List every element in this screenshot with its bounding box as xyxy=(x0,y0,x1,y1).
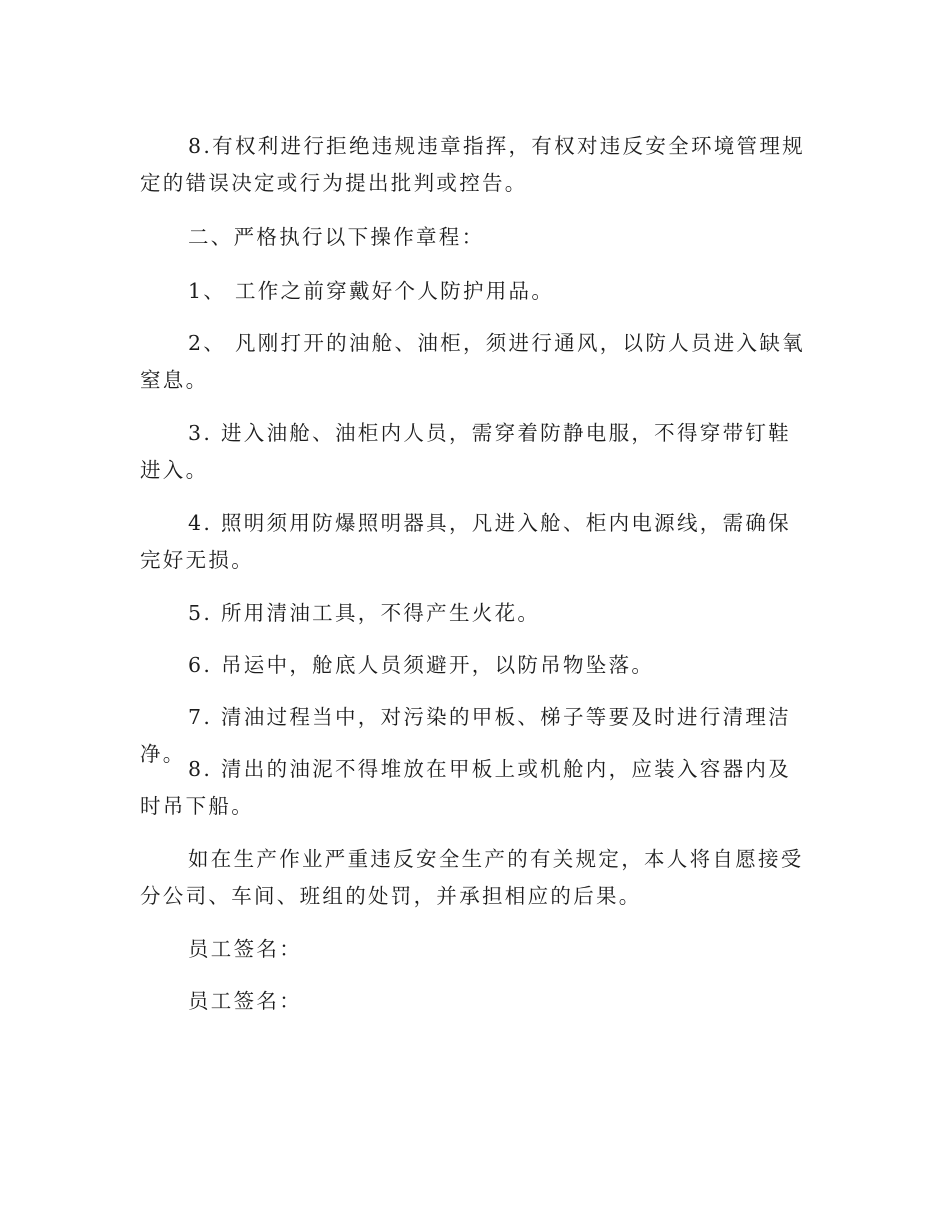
rule-item-4: 4. 照明须用防爆照明器具，凡进入舱、柜内电源线，需确保完好无损。 xyxy=(140,510,791,572)
rule-item-7: 7. 清油过程当中，对污染的甲板、梯子等要及时进行清理洁净。 xyxy=(140,704,791,766)
section-heading-operations: 二、严格执行以下操作章程： xyxy=(188,224,485,249)
rule-item-1: 1、 工作之前穿戴好个人防护用品。 xyxy=(188,278,555,303)
rule-item-5: 5. 所用清油工具，不得产生火花。 xyxy=(188,600,541,625)
rule-item-6: 6. 吊运中，舱底人员须避开，以防吊物坠落。 xyxy=(188,652,655,677)
rule-item-3: 3. 进入油舱、油柜内人员，需穿着防静电服，不得穿带钉鞋进入。 xyxy=(140,420,791,482)
paragraph-right-8: 8.有权利进行拒绝违规违章指挥，有权对违反安全环境管理规定的错误决定或行为提出批判或控告。 xyxy=(140,133,805,195)
employee-signature-label: 员工签名： xyxy=(188,936,302,961)
commitment-statement: 如在生产作业严重违反安全生产的有关规定，本人将自愿接受分公司、车间、班组的处罚，并承担相应的后果。 xyxy=(140,846,804,908)
employee-signature-label: 员工签名： xyxy=(188,988,302,1013)
rule-item-2: 2、 凡刚打开的油舱、油柜，须进行通风，以防人员进入缺氧窒息。 xyxy=(140,330,805,392)
rule-item-8: 8. 清出的油泥不得堆放在甲板上或机舱内，应装入容器内及时吊下船。 xyxy=(140,756,791,818)
